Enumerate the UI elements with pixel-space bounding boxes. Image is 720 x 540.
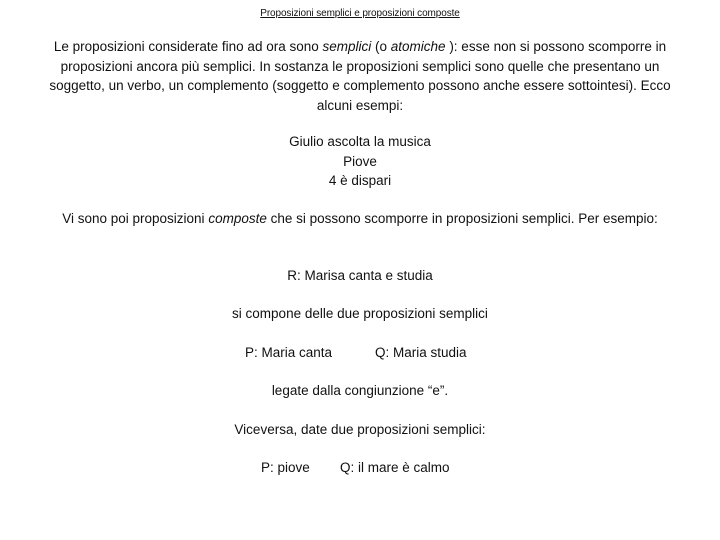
composite-term: composte bbox=[208, 211, 267, 226]
intro-text-1: Le proposizioni considerate fino ad ora sono bbox=[53, 39, 323, 54]
intro-paragraph bbox=[40, 37, 680, 115]
intro-text-3: ): esse non si possono scomporre in proposizioni ancora più semplici. In sostanza le proposizioni semplici sono quelle che presentano un soggetto, un verbo, un complemento (soggetto e complemento possono anche essere sottointesi). Ecco alcuni esempi: bbox=[49, 39, 671, 113]
viceversa-line: Viceversa, date due proposizioni semplici: bbox=[234, 422, 486, 437]
examples-list bbox=[0, 132, 720, 191]
example-item: Piove bbox=[343, 153, 377, 169]
example-item: 4 è dispari bbox=[328, 173, 392, 188]
composite-text-1: Vi sono poi proposizioni bbox=[62, 211, 209, 226]
compose-line: si compone delle due proposizioni semplici bbox=[232, 306, 488, 321]
composite-paragraph bbox=[40, 209, 680, 229]
intro-term-atomiche: atomiche bbox=[390, 39, 446, 54]
r-proposition: R: Marisa canta e studia bbox=[287, 268, 433, 283]
example-item: Giulio ascolta la musica bbox=[289, 134, 431, 149]
intro-text-2: (o bbox=[371, 39, 391, 54]
q-proposition-2: Q: il mare è calmo bbox=[340, 460, 450, 475]
p-proposition: P: Maria canta bbox=[245, 345, 333, 360]
q-proposition: Q: Maria studia bbox=[375, 345, 467, 360]
legate-line: legate dalla congiunzione “e”. bbox=[271, 383, 449, 398]
intro-term-semplici: semplici bbox=[322, 39, 372, 54]
p-proposition-2: P: piove bbox=[261, 460, 310, 475]
page-title: Proposizioni semplici e proposizioni composte bbox=[260, 8, 460, 19]
composite-text-2: che si possono scomporre in proposizioni semplici. Per esempio: bbox=[266, 211, 658, 226]
